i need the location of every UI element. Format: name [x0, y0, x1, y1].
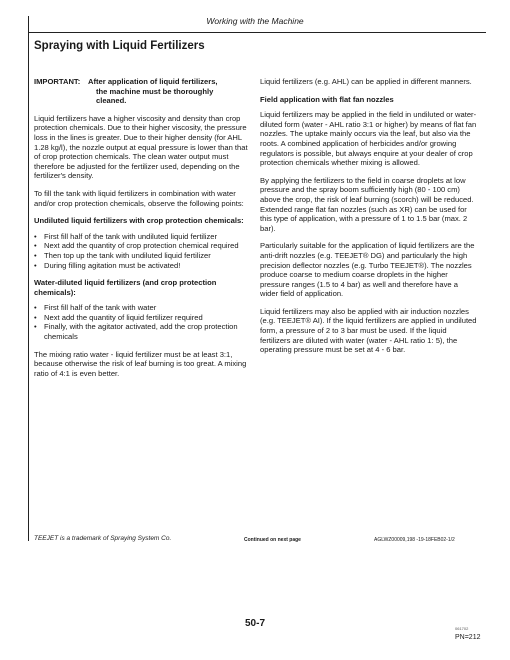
- document-id: AGLWZ00009,198 -19-18FEB02-1/2: [374, 537, 455, 543]
- list-item: • Then top up the tank with undiluted liquid fertilizer: [34, 251, 252, 261]
- running-header: Working with the Machine: [206, 16, 304, 26]
- subheading-flat-fan: Field application with flat fan nozzles: [260, 94, 394, 104]
- list-item: • Finally, with the agitator activated, add the crop protection chemicals: [34, 322, 252, 341]
- top-rule: [28, 32, 486, 33]
- important-label: IMPORTANT:: [34, 77, 81, 86]
- paragraph-flat-fan: Liquid fertilizers may be applied in the field in undiluted or water-diluted form (water - AHL ratio 3:1 or higher) by means of flat fan nozzles. The uptake mainly occurs via the leaf, but also via the roots. A combined application of herbicides and/or growing regulators is possible, but always enquire at your dealer of crop protection chemicals whether mixing is allowed.: [260, 110, 477, 168]
- subheading-undiluted: Undiluted liquid fertilizers with crop protection chemicals:: [34, 216, 244, 226]
- subheading-diluted: Water-diluted liquid fertilizers (and crop protection chemicals):: [34, 278, 217, 297]
- important-notice: [34, 77, 252, 106]
- undiluted-steps-list: [34, 232, 252, 270]
- list-item: • First fill half of the tank with water: [34, 303, 252, 313]
- paragraph-coarse-droplets: By applying the fertilizers to the field in coarse droplets at low pressure and the spray boom sufficiently high (80 - 100 cm) above the crop, the risk of leaf burning (scorch) will be reduced. Extended range flat fan nozzles (such as XR) can be used for this type of application, with a pressure of 1 to 1.5 bar (max. 2 bar).: [260, 175, 474, 233]
- list-item: • Next add the quantity of liquid fertilizer required: [34, 313, 252, 323]
- pn-number: PN=212: [455, 634, 481, 641]
- diluted-steps-list: [34, 303, 252, 341]
- paragraph-anti-drift: Particularly suitable for the application of liquid fertilizers are the anti-drift nozzles (e.g. TEEJET® DG) and particularly the high precision deflector nozzles (e.g. Turbo TEEJET®). The nozzles produce coarse to medium coarse droplets in the higher pressure ranges (1.5 to 4 bar) as well and therefore have a wider field of application.: [260, 241, 475, 299]
- trademark-footnote: TEEJET is a trademark of Spraying System Co.: [34, 535, 172, 542]
- left-column: [34, 77, 252, 386]
- list-item: • Next add the quantity of crop protection chemical required: [34, 241, 252, 251]
- section-title: Spraying with Liquid Fertilizers: [34, 40, 205, 52]
- paragraph-viscosity: Liquid fertilizers have a higher viscosity and density than crop protection chemicals. Due to their higher viscosity, the pressure loss in the lines is greater. Due to their higher density (for AHL 1.28 kg/l), the nozzle output at equal pressure is lower than that of crop protection chemicals. The clean water output must therefore be adjusted for the fertilizer used, depending on the fertilizer's density.: [34, 113, 248, 181]
- page-number: 50-7: [244, 618, 265, 629]
- important-line: the machine must be thoroughly: [96, 86, 214, 96]
- important-line: After application of liquid fertilizers,: [88, 77, 218, 86]
- paragraph-air-induction: Liquid fertilizers may also be applied with air induction nozzles (e.g. TEEJET® AI). If the liquid fertilizers are applied in undiluted form, a pressure of 2 to 3 bar must be used. If the liquid fertilizers are diluted with water (water - AHL ratio 1: 5), the operating pressure must be set at 4 - 6 bar.: [260, 306, 477, 355]
- print-code: 061702: [455, 626, 469, 631]
- list-item: • During filling agitation must be activated!: [34, 261, 252, 271]
- left-margin-rule: [28, 16, 29, 541]
- paragraph-application-manners: Liquid fertilizers (e.g. AHL) can be applied in different manners.: [260, 77, 472, 86]
- paragraph-filling-intro: To fill the tank with liquid fertilizers in combination with water and/or crop protection chemicals, observe the following points:: [34, 188, 244, 208]
- important-line: cleaned.: [96, 96, 127, 106]
- list-item: • First fill half of the tank with undiluted liquid fertilizer: [34, 232, 252, 242]
- continued-notice: Continued on next page: [244, 537, 301, 543]
- right-column: [260, 77, 478, 363]
- paragraph-mixing-ratio: The mixing ratio water - liquid fertilizer must be at least 3:1, because otherwise the risk of leaf burning is too great. A mixing ratio of 4:1 is even better.: [34, 349, 247, 378]
- important-text: [88, 77, 252, 106]
